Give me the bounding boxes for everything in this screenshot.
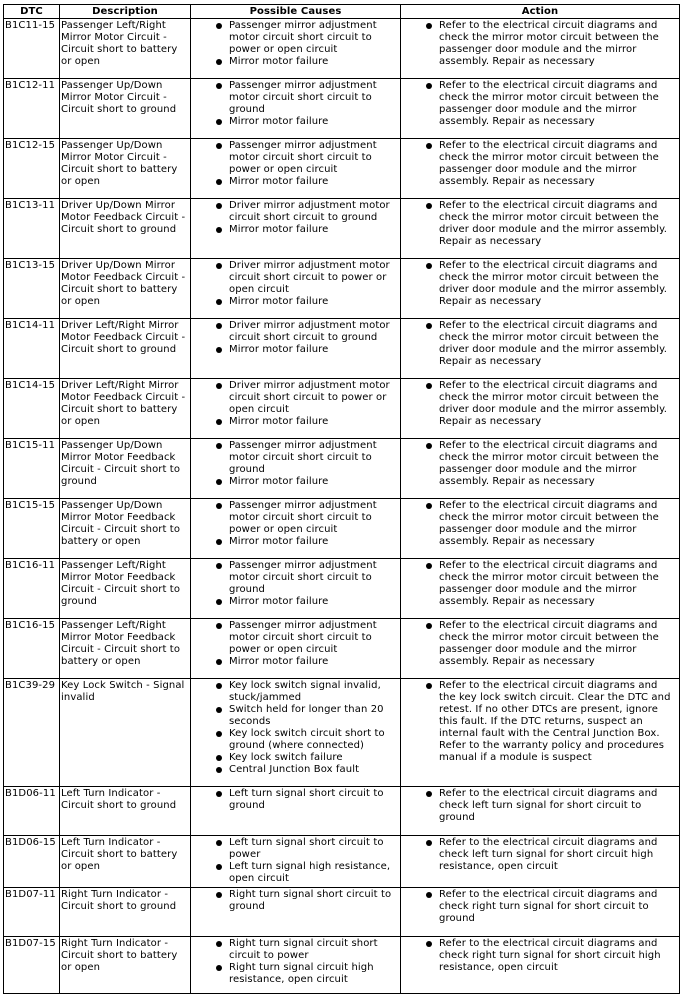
possible-causes-cell xyxy=(191,787,401,836)
action-item: Refer to the electrical circuit diagrams and check the mirror motor circuit between the passenger door module and the mirror assembly. Repair as necessary xyxy=(402,620,677,668)
possible-causes-cell xyxy=(191,888,401,937)
action-cell xyxy=(401,787,680,836)
dtc-description: Driver Left/Right Mirror Motor Feedback Circuit - Circuit short to battery or open xyxy=(60,379,191,439)
action-item: Refer to the electrical circuit diagrams and check the mirror motor circuit between the driver door module and the mirror assembly. Repair as necessary xyxy=(402,260,677,308)
dtc-code: B1C14-15 xyxy=(4,379,60,439)
action-cell xyxy=(401,259,680,319)
dtc-description: Left Turn Indicator - Circuit short to ground xyxy=(60,787,191,836)
dtc-code: B1C16-11 xyxy=(4,559,60,619)
action-cell xyxy=(401,439,680,499)
possible-causes-list xyxy=(192,260,398,308)
dtc-code: B1C15-11 xyxy=(4,439,60,499)
possible-causes-list xyxy=(192,500,398,548)
table-row xyxy=(4,888,680,937)
table-row xyxy=(4,499,680,559)
possible-cause-item: Mirror motor failure xyxy=(192,476,398,488)
action-item: Refer to the electrical circuit diagrams and check the mirror motor circuit between the passenger door module and the mirror assembly. Repair as necessary xyxy=(402,500,677,548)
possible-cause-item: Passenger mirror adjustment motor circuit short circuit to ground xyxy=(192,440,398,476)
table-row xyxy=(4,259,680,319)
dtc-description: Left Turn Indicator - Circuit short to battery or open xyxy=(60,836,191,888)
dtc-description: Passenger Up/Down Mirror Motor Circuit - Circuit short to battery or open xyxy=(60,139,191,199)
possible-cause-item: Left turn signal high resistance, open circuit xyxy=(192,861,398,885)
possible-cause-item: Mirror motor failure xyxy=(192,296,398,308)
table-row xyxy=(4,19,680,79)
action-cell xyxy=(401,559,680,619)
possible-cause-item: Mirror motor failure xyxy=(192,416,398,428)
possible-causes-cell xyxy=(191,199,401,259)
table-row xyxy=(4,787,680,836)
possible-cause-item: Key lock switch signal invalid, stuck/jammed xyxy=(192,680,398,704)
action-item: Refer to the electrical circuit diagrams and the key lock switch circuit. Clear the DTC and retest. If no other DTCs are present, ignore this fault. If the DTC returns, suspect an internal fault with the Central Junction Box. Refer to the warranty policy and procedures manual if a module is suspect xyxy=(402,680,677,764)
action-cell xyxy=(401,499,680,559)
header-row xyxy=(4,5,680,19)
possible-cause-item: Driver mirror adjustment motor circuit short circuit to ground xyxy=(192,200,398,224)
possible-causes-list xyxy=(192,200,398,236)
table-row xyxy=(4,139,680,199)
possible-cause-item: Left turn signal short circuit to ground xyxy=(192,788,398,812)
action-item: Refer to the electrical circuit diagrams and check the mirror motor circuit between the passenger door module and the mirror assembly. Repair as necessary xyxy=(402,440,677,488)
action-item: Refer to the electrical circuit diagrams and check the mirror motor circuit between the passenger door module and the mirror assembly. Repair as necessary xyxy=(402,20,677,68)
table-row xyxy=(4,439,680,499)
possible-cause-item: Right turn signal circuit high resistance, open circuit xyxy=(192,962,398,986)
action-cell xyxy=(401,679,680,787)
action-list xyxy=(402,380,677,428)
dtc-code: B1C13-15 xyxy=(4,259,60,319)
possible-cause-item: Driver mirror adjustment motor circuit short circuit to ground xyxy=(192,320,398,344)
possible-cause-item: Key lock switch failure xyxy=(192,752,398,764)
dtc-code: B1C16-15 xyxy=(4,619,60,679)
possible-cause-item: Switch held for longer than 20 seconds xyxy=(192,704,398,728)
table-row xyxy=(4,79,680,139)
dtc-description: Passenger Up/Down Mirror Motor Circuit - Circuit short to ground xyxy=(60,79,191,139)
table-row xyxy=(4,619,680,679)
action-item: Refer to the electrical circuit diagrams and check the mirror motor circuit between the passenger door module and the mirror assembly. Repair as necessary xyxy=(402,80,677,128)
possible-cause-item: Mirror motor failure xyxy=(192,596,398,608)
possible-causes-cell xyxy=(191,319,401,379)
action-cell xyxy=(401,937,680,994)
possible-causes-list xyxy=(192,80,398,128)
dtc-description: Key Lock Switch - Signal invalid xyxy=(60,679,191,787)
action-cell xyxy=(401,139,680,199)
action-cell xyxy=(401,79,680,139)
action-list xyxy=(402,260,677,308)
possible-cause-item: Passenger mirror adjustment motor circuit short circuit to power or open circuit xyxy=(192,500,398,536)
possible-causes-cell xyxy=(191,836,401,888)
action-item: Refer to the electrical circuit diagrams and check left turn signal for short circuit high resistance, open circuit xyxy=(402,837,677,873)
table-row xyxy=(4,199,680,259)
header-description: Description xyxy=(60,5,191,19)
action-list xyxy=(402,440,677,488)
action-list xyxy=(402,837,677,873)
dtc-table xyxy=(3,4,680,994)
action-cell xyxy=(401,319,680,379)
possible-cause-item: Passenger mirror adjustment motor circuit short circuit to ground xyxy=(192,80,398,116)
action-list xyxy=(402,620,677,668)
action-list xyxy=(402,20,677,68)
possible-cause-item: Mirror motor failure xyxy=(192,536,398,548)
action-list xyxy=(402,938,677,974)
action-list xyxy=(402,500,677,548)
dtc-description: Right Turn Indicator - Circuit short to ground xyxy=(60,888,191,937)
possible-causes-cell xyxy=(191,19,401,79)
dtc-code: B1C11-15 xyxy=(4,19,60,79)
possible-causes-list xyxy=(192,440,398,488)
action-cell xyxy=(401,379,680,439)
action-item: Refer to the electrical circuit diagrams and check left turn signal for short circuit to ground xyxy=(402,788,677,824)
possible-causes-cell xyxy=(191,937,401,994)
possible-cause-item: Driver mirror adjustment motor circuit short circuit to power or open circuit xyxy=(192,260,398,296)
dtc-description: Right Turn Indicator - Circuit short to battery or open xyxy=(60,937,191,994)
dtc-description: Driver Up/Down Mirror Motor Feedback Circuit - Circuit short to battery or open xyxy=(60,259,191,319)
possible-cause-item: Central Junction Box fault xyxy=(192,764,398,776)
dtc-code: B1D06-15 xyxy=(4,836,60,888)
possible-causes-list xyxy=(192,380,398,428)
possible-cause-item: Mirror motor failure xyxy=(192,224,398,236)
possible-causes-list xyxy=(192,620,398,668)
possible-causes-list xyxy=(192,560,398,608)
possible-causes-cell xyxy=(191,679,401,787)
table-row xyxy=(4,379,680,439)
dtc-description: Passenger Left/Right Mirror Motor Feedback Circuit - Circuit short to ground xyxy=(60,559,191,619)
possible-cause-item: Mirror motor failure xyxy=(192,176,398,188)
possible-causes-cell xyxy=(191,439,401,499)
table-row xyxy=(4,836,680,888)
dtc-description: Passenger Left/Right Mirror Motor Circuit - Circuit short to battery or open xyxy=(60,19,191,79)
action-item: Refer to the electrical circuit diagrams and check right turn signal for short circuit high resistance, open circuit xyxy=(402,938,677,974)
action-item: Refer to the electrical circuit diagrams and check the mirror motor circuit between the driver door module and the mirror assembly. Repair as necessary xyxy=(402,380,677,428)
possible-cause-item: Passenger mirror adjustment motor circuit short circuit to power or open circuit xyxy=(192,620,398,656)
possible-causes-list xyxy=(192,889,398,913)
dtc-code: B1C12-15 xyxy=(4,139,60,199)
table-body xyxy=(4,19,680,994)
possible-cause-item: Mirror motor failure xyxy=(192,656,398,668)
dtc-code: B1D07-15 xyxy=(4,937,60,994)
action-item: Refer to the electrical circuit diagrams and check the mirror motor circuit between the passenger door module and the mirror assembly. Repair as necessary xyxy=(402,560,677,608)
dtc-description: Passenger Left/Right Mirror Motor Feedback Circuit - Circuit short to battery or open xyxy=(60,619,191,679)
possible-cause-item: Mirror motor failure xyxy=(192,56,398,68)
dtc-code: B1C15-15 xyxy=(4,499,60,559)
possible-causes-list xyxy=(192,20,398,68)
action-list xyxy=(402,200,677,248)
possible-causes-cell xyxy=(191,499,401,559)
possible-cause-item: Passenger mirror adjustment motor circuit short circuit to ground xyxy=(192,560,398,596)
possible-cause-item: Left turn signal short circuit to power xyxy=(192,837,398,861)
possible-cause-item: Driver mirror adjustment motor circuit short circuit to power or open circuit xyxy=(192,380,398,416)
possible-cause-item: Passenger mirror adjustment motor circuit short circuit to power or open circuit xyxy=(192,20,398,56)
action-item: Refer to the electrical circuit diagrams and check the mirror motor circuit between the driver door module and the mirror assembly. Repair as necessary xyxy=(402,200,677,248)
dtc-code: B1C12-11 xyxy=(4,79,60,139)
header-action: Action xyxy=(401,5,680,19)
possible-cause-item: Key lock switch circuit short to ground (where connected) xyxy=(192,728,398,752)
dtc-code: B1C39-29 xyxy=(4,679,60,787)
table-row xyxy=(4,559,680,619)
possible-causes-cell xyxy=(191,139,401,199)
header-possible-causes: Possible Causes xyxy=(191,5,401,19)
dtc-description: Passenger Up/Down Mirror Motor Feedback Circuit - Circuit short to battery or open xyxy=(60,499,191,559)
action-cell xyxy=(401,199,680,259)
possible-causes-cell xyxy=(191,559,401,619)
dtc-code: B1C13-11 xyxy=(4,199,60,259)
action-cell xyxy=(401,19,680,79)
action-cell xyxy=(401,888,680,937)
dtc-code: B1D07-11 xyxy=(4,888,60,937)
action-item: Refer to the electrical circuit diagrams and check right turn signal for short circuit to ground xyxy=(402,889,677,925)
action-list xyxy=(402,320,677,368)
dtc-description: Driver Up/Down Mirror Motor Feedback Circuit - Circuit short to ground xyxy=(60,199,191,259)
action-list xyxy=(402,140,677,188)
action-cell xyxy=(401,836,680,888)
header-dtc: DTC xyxy=(4,5,60,19)
table-row xyxy=(4,319,680,379)
possible-cause-item: Right turn signal short circuit to ground xyxy=(192,889,398,913)
possible-cause-item: Right turn signal circuit short circuit to power xyxy=(192,938,398,962)
possible-cause-item: Mirror motor failure xyxy=(192,116,398,128)
possible-causes-list xyxy=(192,938,398,986)
action-list xyxy=(402,788,677,824)
possible-causes-cell xyxy=(191,79,401,139)
possible-causes-list xyxy=(192,837,398,885)
action-item: Refer to the electrical circuit diagrams and check the mirror motor circuit between the passenger door module and the mirror assembly. Repair as necessary xyxy=(402,140,677,188)
possible-causes-cell xyxy=(191,259,401,319)
dtc-description: Driver Left/Right Mirror Motor Feedback Circuit - Circuit short to ground xyxy=(60,319,191,379)
possible-cause-item: Passenger mirror adjustment motor circuit short circuit to power or open circuit xyxy=(192,140,398,176)
action-list xyxy=(402,680,677,764)
dtc-code: B1C14-11 xyxy=(4,319,60,379)
action-item: Refer to the electrical circuit diagrams and check the mirror motor circuit between the driver door module and the mirror assembly. Repair as necessary xyxy=(402,320,677,368)
action-list xyxy=(402,560,677,608)
possible-cause-item: Mirror motor failure xyxy=(192,344,398,356)
possible-causes-list xyxy=(192,680,398,776)
dtc-description: Passenger Up/Down Mirror Motor Feedback Circuit - Circuit short to ground xyxy=(60,439,191,499)
action-list xyxy=(402,80,677,128)
action-cell xyxy=(401,619,680,679)
table-row xyxy=(4,937,680,994)
possible-causes-list xyxy=(192,140,398,188)
possible-causes-cell xyxy=(191,619,401,679)
table-row xyxy=(4,679,680,787)
possible-causes-list xyxy=(192,788,398,812)
possible-causes-cell xyxy=(191,379,401,439)
dtc-code: B1D06-11 xyxy=(4,787,60,836)
possible-causes-list xyxy=(192,320,398,356)
action-list xyxy=(402,889,677,925)
